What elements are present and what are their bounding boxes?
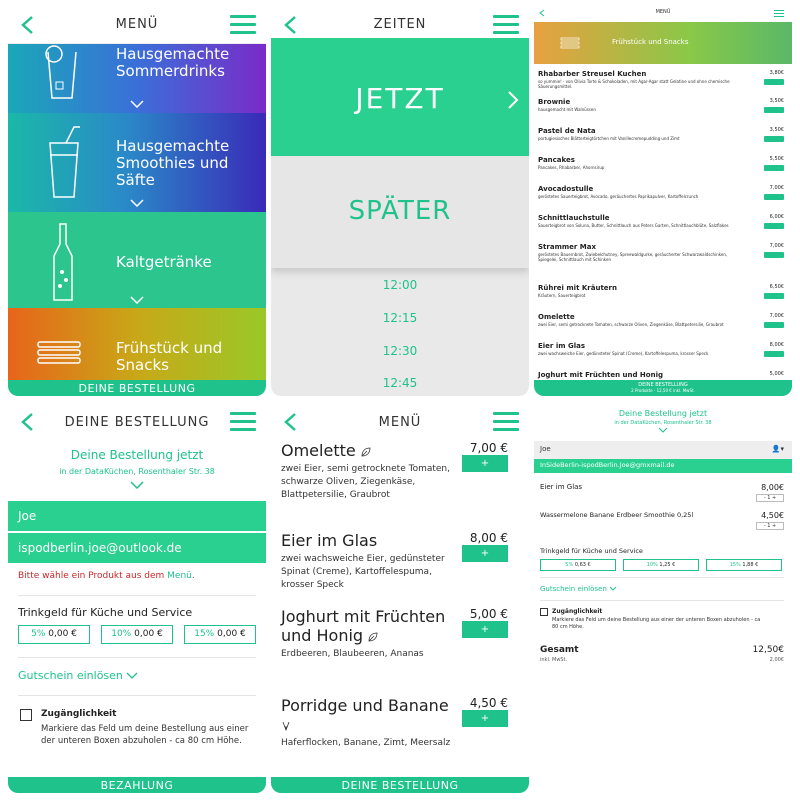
item-price: 8,00 €: [469, 531, 508, 545]
divider: [18, 595, 256, 596]
time-selection-screen: [271, 6, 529, 396]
item-description: Erdbeeren, Blaubeeren, Ananas: [281, 649, 424, 659]
header: [271, 403, 529, 441]
category-fruehstueck[interactable]: [8, 308, 266, 380]
item-description: Sauerteigbrot von Soluna, Butter, Schnittlauch aus Peters Garten, Schnittlauchblüte, Salzflakes: [538, 223, 729, 228]
add-button[interactable]: [764, 165, 784, 171]
voucher-label: Gutschein einlösen: [18, 669, 123, 682]
header: [534, 6, 792, 22]
page-title: ZEITEN: [373, 17, 427, 32]
banner-label: Frühstück und Snacks: [612, 38, 689, 46]
tip-percent: 10%: [111, 629, 132, 639]
item-name: Brownie: [538, 98, 571, 106]
tip-label: Trinkgeld für Küche und Service: [18, 606, 193, 619]
add-button[interactable]: [764, 136, 784, 142]
category-label: Kaltgetränke: [116, 253, 212, 271]
accessibility-checkbox[interactable]: [540, 608, 548, 616]
menu-link[interactable]: Menü: [167, 571, 192, 581]
tip-amount: 0,00 €: [134, 629, 163, 639]
vegetarian-leaf-icon: [361, 447, 371, 457]
order-summary-screen: [534, 403, 792, 793]
tip-amount: 0,00 €: [217, 629, 246, 639]
menu-item: [538, 98, 790, 112]
menu-item: [538, 156, 790, 170]
later-label: SPÄTER: [348, 196, 452, 226]
item-description: zwei wachsweiche Eier, gedünsteter Spinat (Creme), Kartoffelespuma, krosser Speck: [281, 554, 445, 590]
item-name: Joghurt mit Früchten und Honig: [281, 607, 446, 645]
time-slot[interactable]: 12:30: [382, 344, 418, 358]
vat-label: inkl. MwSt.: [540, 657, 568, 663]
name-field[interactable]: Joe: [8, 501, 266, 531]
order-item: [540, 483, 784, 507]
chevron-right-icon: [507, 90, 519, 110]
accessibility-title: Zugänglichkeit: [552, 608, 603, 615]
item-price: 7,00€: [769, 243, 784, 249]
back-arrow-icon[interactable]: [18, 14, 38, 36]
tip-option-15[interactable]: [706, 559, 782, 571]
add-button[interactable]: [764, 79, 784, 85]
menu-item: [538, 185, 790, 199]
tip-option-5[interactable]: [18, 625, 90, 644]
menu-list-screen: [534, 6, 792, 396]
smoothie-glass-icon: [44, 125, 84, 201]
page-title: DEINE BESTELLUNG: [64, 414, 210, 430]
add-button[interactable]: [764, 322, 784, 328]
item-description: zwei wachsweiche Eier, gedünsteter Spinat (Creme), Kartoffelespuma, krosser Speck: [538, 351, 709, 356]
pancake-stack-icon: [560, 37, 580, 49]
tip-percent: 5%: [31, 629, 46, 639]
pancake-stack-icon: [36, 338, 82, 370]
divider: [540, 577, 784, 578]
back-arrow-icon[interactable]: [281, 411, 301, 433]
menu-item: [538, 284, 790, 298]
vegetarian-leaf-icon: [368, 632, 378, 642]
accessibility-title: Zugänglichkeit: [41, 709, 117, 719]
hamburger-menu-icon[interactable]: [230, 15, 256, 35]
add-button[interactable]: +: [462, 545, 508, 562]
chevron-down-icon: [609, 586, 617, 591]
order-screen: [8, 403, 266, 793]
item-description: Pancakes, Rhabarber, Ahornsirup: [538, 165, 605, 170]
item-price: 7,00€: [769, 313, 784, 319]
tip-percent: 5%: [565, 562, 574, 568]
menu-item: [281, 441, 516, 502]
item-name: Pastel de Nata: [538, 127, 596, 135]
item-price: 6,00€: [769, 214, 784, 220]
tip-option-15[interactable]: [184, 625, 256, 644]
warning-text: [18, 571, 195, 581]
quantity-stepper[interactable]: - 1 +: [756, 522, 784, 530]
time-slot[interactable]: 12:15: [382, 311, 418, 325]
tip-option-10[interactable]: [101, 625, 173, 644]
item-price: 8,00€: [761, 483, 784, 492]
email-field[interactable]: InSideBerlin-ispodBerlin.Joe@gmxmail.de: [534, 459, 792, 473]
add-button[interactable]: [764, 293, 784, 299]
item-name: Eier im Glas: [281, 531, 378, 550]
item-price: 5,50€: [769, 156, 784, 162]
menu-item: [538, 214, 790, 228]
accessibility-checkbox[interactable]: [20, 709, 32, 721]
warning-suffix: .: [191, 571, 195, 581]
bar-title: DEINE BESTELLUNG: [638, 382, 688, 388]
item-name: Eier im Glas: [540, 483, 583, 491]
item-description: portugiesisches Blätterteigtörtchen mit Vanillecremepudding und Zimt: [538, 136, 680, 141]
quantity-stepper[interactable]: - 1 +: [756, 494, 784, 502]
item-description: so yummie! - von Olivia Torte & Schokoladen, mit Agar-Agar statt Gelatine und ohne chemische Säuerungsmittel.: [538, 79, 730, 89]
menu-item: [538, 243, 790, 262]
now-option[interactable]: [271, 38, 529, 156]
payment-bar[interactable]: BEZAHLUNG: [8, 777, 266, 793]
item-name: Omelette: [538, 313, 575, 321]
vegan-icon: [281, 721, 291, 731]
category-label: Hausgemachte Smoothies und Säfte: [116, 137, 230, 189]
tip-option-5[interactable]: [540, 559, 616, 571]
menu-item: [281, 696, 516, 750]
item-price: 5,00 €: [469, 607, 508, 621]
item-price: 3,80€: [769, 70, 784, 76]
item-price: 3,50€: [769, 98, 784, 104]
item-price: 8,00€: [769, 342, 784, 348]
add-button[interactable]: +: [462, 710, 508, 727]
voucher-toggle[interactable]: [540, 585, 617, 593]
tip-percent: 15%: [729, 562, 741, 568]
chevron-down-icon: [126, 672, 138, 679]
tip-amount: 1,88 €: [742, 562, 759, 568]
menu-item: [538, 70, 790, 89]
add-button[interactable]: +: [462, 621, 508, 638]
accessibility-text: Markiere das Feld um deine Bestellung aus einer der unteren Boxen abzuholen - ca 80 cm Höhe.: [41, 724, 249, 746]
divider: [540, 600, 784, 601]
accessibility-text: Markiere das Feld um deine Bestellung aus einer der unteren Boxen abzuholen - ca 80 cm Höhe.: [552, 617, 761, 630]
divider: [18, 695, 256, 696]
menu-item: [538, 342, 790, 356]
name-value: Joe: [540, 445, 551, 453]
page-title: MENÜ: [115, 17, 159, 32]
item-price: 5,00€: [769, 371, 784, 377]
your-order-bar[interactable]: DEINE BESTELLUNG: [8, 380, 266, 396]
item-description: geröstetes Bauernbrot, Zwiebelchutney, Spreewaldgurke, geräucherter Schwarzwaldschinken, Spiegelei, Schnittlauch mit Schinken: [538, 252, 728, 262]
pickup-location: in der DataKüchen, Rosenthaler Str. 38: [59, 467, 215, 476]
order-heading: Deine Bestellung jetzt: [70, 448, 204, 462]
voucher-label: Gutschein einlösen: [540, 585, 607, 593]
item-description: zwei Eier, semi getrocknete Tomaten, schwarze Oliven, Ziegenkäse, Blattpetersilie, Graubrot: [281, 464, 450, 500]
vat-value: 2,00€: [769, 657, 784, 663]
glass-with-lemon-icon: [42, 44, 82, 102]
chevron-down-icon[interactable]: [658, 427, 668, 433]
pickup-location: in der DataKüchen, Rosenthaler Str. 38: [614, 420, 712, 426]
page-title: MENÜ: [655, 9, 671, 15]
header: [8, 403, 266, 441]
total-label: Gesamt: [540, 645, 579, 655]
item-name: Omelette: [281, 441, 356, 460]
tip-amount: 0,00 €: [48, 629, 77, 639]
menu-item: [538, 371, 790, 379]
bar-subtitle: 2 Produkte · 12,50 € inkl. MwSt.: [631, 388, 695, 393]
chevron-down-icon: [130, 100, 144, 108]
item-description: hausgemacht mit Walnüssen: [538, 107, 596, 112]
category-label: Hausgemachte Sommerdrinks: [116, 45, 230, 80]
item-name: Porridge und Banane: [281, 696, 449, 715]
hamburger-menu-icon[interactable]: [774, 10, 784, 17]
hamburger-menu-icon[interactable]: [493, 15, 519, 35]
hamburger-menu-icon[interactable]: [230, 412, 256, 432]
name-field[interactable]: [534, 441, 792, 459]
item-name: Wassermelone Banane Erdbeer Smoothie 0,25l: [540, 511, 694, 519]
user-icon: 👤▾: [771, 445, 784, 453]
category-kaltgetraenke[interactable]: [8, 212, 266, 308]
item-name: Pancakes: [538, 156, 575, 164]
your-order-bar[interactable]: [534, 380, 792, 396]
page-title: MENÜ: [378, 414, 422, 430]
item-description: geröstetes Sauerteigbrot, Avocado, geräuchertes Paprikapulver, Kartoffelcrunch: [538, 194, 699, 199]
add-button[interactable]: [764, 223, 784, 229]
voucher-toggle[interactable]: [18, 669, 138, 682]
item-name: Strammer Max: [538, 243, 596, 251]
menu-item: [281, 607, 516, 661]
back-arrow-icon[interactable]: [18, 411, 38, 433]
add-button[interactable]: [764, 252, 784, 258]
chevron-down-icon: [130, 296, 144, 304]
menu-item: [538, 127, 790, 141]
item-price: 4,50 €: [469, 696, 508, 710]
item-price: 7,00 €: [469, 441, 508, 455]
tip-option-10[interactable]: [623, 559, 699, 571]
item-name: Rührei mit Kräutern: [538, 284, 617, 292]
warning-prefix: Bitte wähle ein Produkt aus dem: [18, 571, 168, 581]
email-field[interactable]: ispodberlin.joe@outlook.de: [8, 533, 266, 563]
tip-amount: 1,25 €: [659, 562, 676, 568]
add-button[interactable]: [764, 351, 784, 357]
add-button[interactable]: [764, 107, 784, 113]
item-name: Rhabarber Streusel Kuchen: [538, 70, 647, 78]
menu-detail-screen: [271, 403, 529, 793]
time-slot[interactable]: 12:00: [382, 278, 418, 292]
add-button[interactable]: [764, 194, 784, 200]
bottle-icon: [48, 222, 78, 304]
time-slot[interactable]: 12:45: [382, 376, 418, 390]
order-item: [540, 511, 784, 535]
tip-label: Trinkgeld für Küche und Service: [540, 547, 643, 555]
order-heading: Deine Bestellung jetzt: [618, 409, 708, 418]
header: [8, 6, 266, 44]
menu-item: [281, 531, 516, 592]
hamburger-menu-icon[interactable]: [493, 412, 519, 432]
tip-percent: 10%: [646, 562, 658, 568]
category-label: Frühstück und Snacks: [116, 339, 223, 374]
item-price: 3,50€: [769, 127, 784, 133]
item-price: 4,50€: [761, 511, 784, 520]
category-banner: [534, 22, 792, 64]
your-order-bar[interactable]: DEINE BESTELLUNG: [271, 777, 529, 793]
now-label: JETZT: [355, 82, 445, 115]
item-name: Eier im Glas: [538, 342, 585, 350]
item-description: Haferflocken, Banane, Zimt, Meersalz: [281, 738, 451, 748]
category-sommerdrinks[interactable]: [8, 44, 266, 113]
item-name: Avocadostulle: [538, 185, 594, 193]
tip-amount: 0,63 €: [574, 562, 591, 568]
chevron-down-icon: [130, 199, 144, 207]
item-price: 7,00€: [769, 185, 784, 191]
add-button[interactable]: +: [462, 455, 508, 472]
item-price: 6,50€: [769, 284, 784, 290]
item-description: zwei Eier, semi getrocknete Tomaten, schwarze Oliven, Ziegenkäse, Blattpetersilie, Graubrot: [538, 322, 724, 327]
item-name: Schnittlauchstulle: [538, 214, 610, 222]
back-arrow-icon[interactable]: [281, 14, 301, 36]
total-value: 12,50€: [752, 645, 784, 655]
menu-categories-screen: [8, 6, 266, 396]
chevron-down-icon[interactable]: [130, 481, 144, 489]
tip-percent: 15%: [194, 629, 215, 639]
later-option[interactable]: [271, 158, 529, 268]
divider: [18, 657, 256, 658]
category-smoothies[interactable]: [8, 113, 266, 212]
item-description: Kräutern, Sauerteigbrot: [538, 293, 586, 298]
item-name: Joghurt mit Früchten und Honig: [538, 371, 663, 379]
menu-item: [538, 313, 790, 327]
